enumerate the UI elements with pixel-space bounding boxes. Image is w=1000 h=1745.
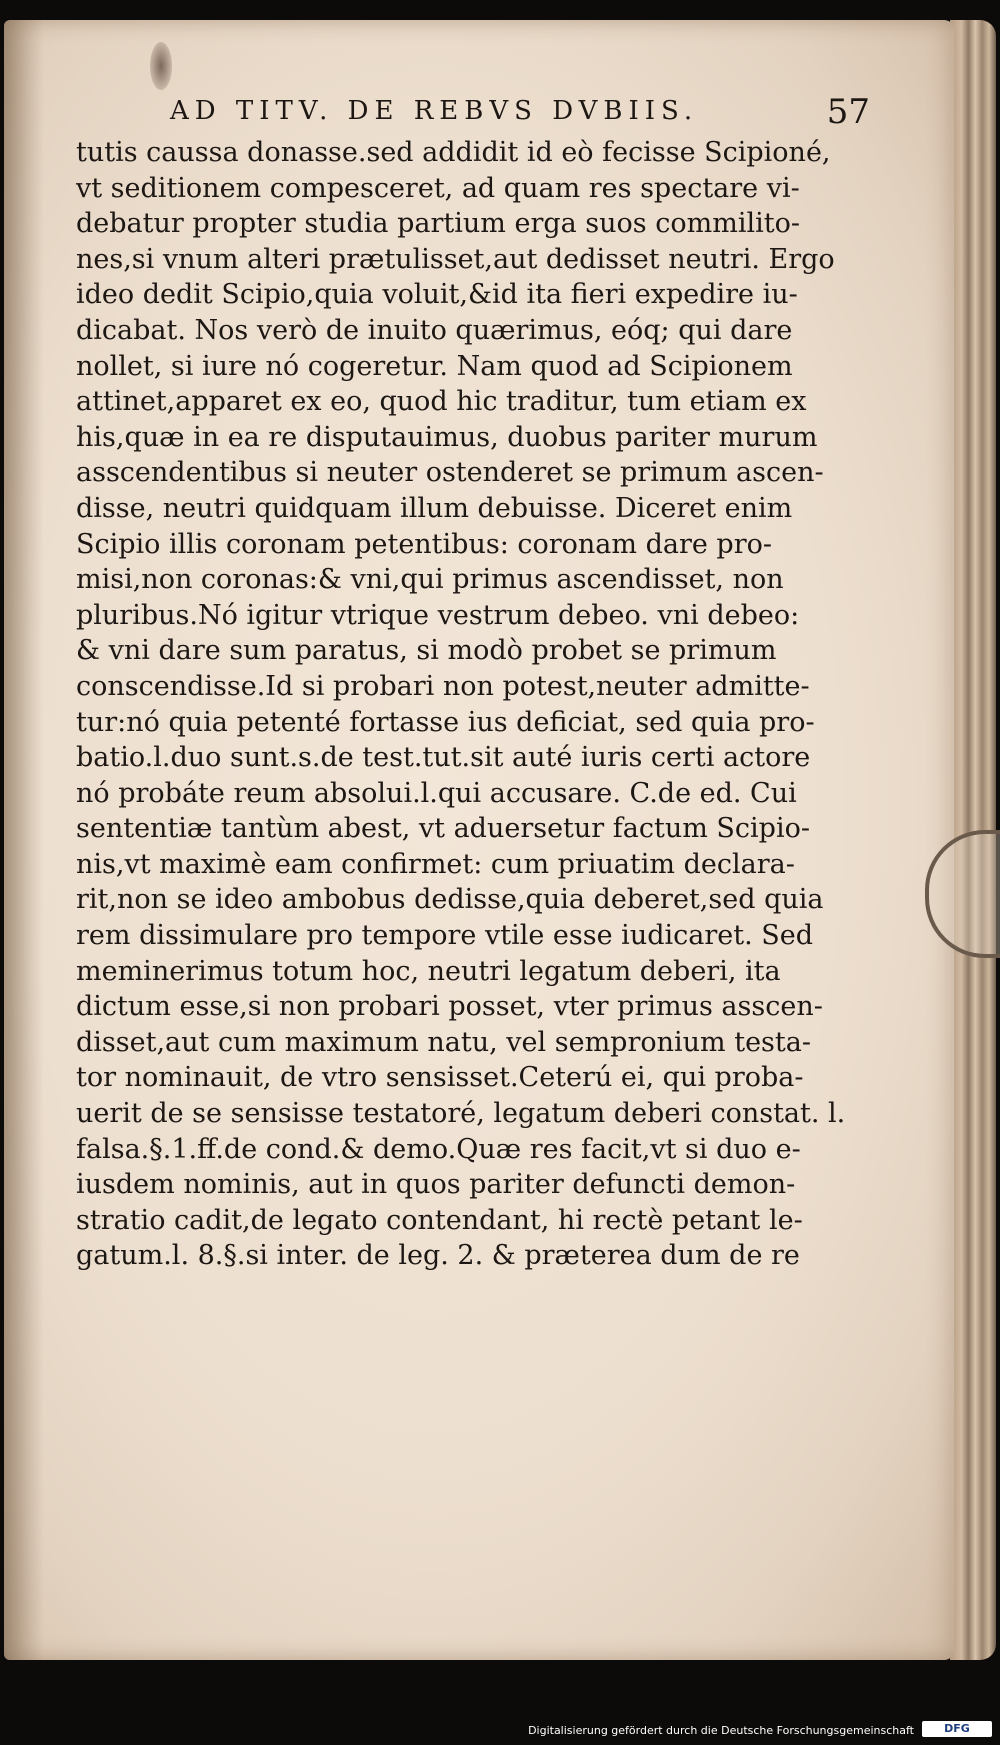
- body-text: [76, 135, 876, 1274]
- running-title: AD TITV. DE REBVS DVBIIS.: [170, 96, 699, 126]
- page-number: 57: [826, 92, 870, 132]
- text-line: nis,vt maximè eam confirmet: cum priuatim declara-: [76, 848, 795, 880]
- running-head: [80, 92, 870, 132]
- text-line: vt seditionem compesceret, ad quam res spectare vi-: [76, 172, 800, 204]
- digitization-credit: Digitalisierung gefördert durch die Deutsche Forschungsgemeinschaft: [528, 1724, 914, 1737]
- text-line: Scipio illis coronam petentibus: coronam dare pro-: [76, 528, 773, 560]
- text-line: nollet, si iure nó cogeretur. Nam quod ad Scipionem: [76, 350, 793, 382]
- text-line: rem dissimulare pro tempore vtile esse iudicaret. Sed: [76, 920, 814, 952]
- text-line: uerit de se sensisse testatoré, legatum deberi constat. l.: [76, 1098, 846, 1130]
- ink-stain: [150, 42, 172, 90]
- page-gutter-shadow: [4, 20, 44, 1660]
- text-line: falsa.§.1.ff.de cond.& demo.Quæ res facit,vt si duo e-: [76, 1133, 801, 1165]
- text-line: dicabat. Nos verò de inuito quærimus, eóq; qui dare: [76, 314, 793, 346]
- text-line: meminerimus totum hoc, neutri legatum deberi, ita: [76, 955, 781, 987]
- text-line: attinet,apparet ex eo, quod hic traditur, tum etiam ex: [76, 386, 807, 418]
- text-line: his,quæ in ea re disputauimus, duobus pariter murum: [76, 421, 818, 453]
- text-line: & vni dare sum paratus, si modò probet se primum: [76, 635, 777, 667]
- text-line: tor nominauit, de vtro sensisset.Ceterú ei, qui proba-: [76, 1062, 804, 1094]
- text-line: dictum esse,si non probari posset, vter primus asscen-: [76, 991, 823, 1023]
- text-line: asscendentibus si neuter ostenderet se primum ascen-: [76, 457, 824, 489]
- text-line: rit,non se ideo ambobus dedisse,quia deberet,sed quia: [76, 884, 824, 916]
- text-line: tur:nó quia petenté fortasse ius deficiat, sed quia pro-: [76, 706, 815, 738]
- text-line: tutis caussa donasse.sed addidit id eò fecisse Scipioné,: [76, 137, 831, 168]
- text-line: disse, neutri quidquam illum debuisse. Diceret enim: [76, 492, 793, 524]
- text-line: conscendisse.Id si probari non potest,neuter admitte-: [76, 670, 810, 702]
- text-line: pluribus.Nó igitur vtrique vestrum debeo. vni debeo:: [76, 599, 800, 631]
- text-line: ideo dedit Scipio,quia voluit,&id ita fieri expedire iu-: [76, 279, 798, 311]
- text-line: debatur propter studia partium erga suos commilito-: [76, 208, 800, 240]
- text-line: disset,aut cum maximum natu, vel sempronium testa-: [76, 1026, 811, 1058]
- text-line: nes,si vnum alteri prætulisset,aut dedisset neutri. Ergo: [76, 243, 835, 275]
- text-line: misi,non coronas:& vni,qui primus ascendisset, non: [76, 564, 784, 596]
- text-line: stratio cadit,de legato contendant, hi rectè petant le-: [76, 1204, 803, 1236]
- text-line: batio.l.duo sunt.s.de test.tut.sit auté iuris certi actore: [76, 742, 811, 774]
- text-line: sententiæ tantùm abest, vt aduersetur factum Scipio-: [76, 813, 810, 845]
- text-line: nó probáte reum absolui.l.qui accusare. C.de ed. Cui: [76, 777, 797, 809]
- text-line: iusdem nominis, aut in quos pariter defuncti demon-: [76, 1169, 796, 1201]
- dfg-logo: DFG: [922, 1721, 992, 1737]
- text-line: gatum.l. 8.§.si inter. de leg. 2. & præterea dum de re: [76, 1240, 800, 1272]
